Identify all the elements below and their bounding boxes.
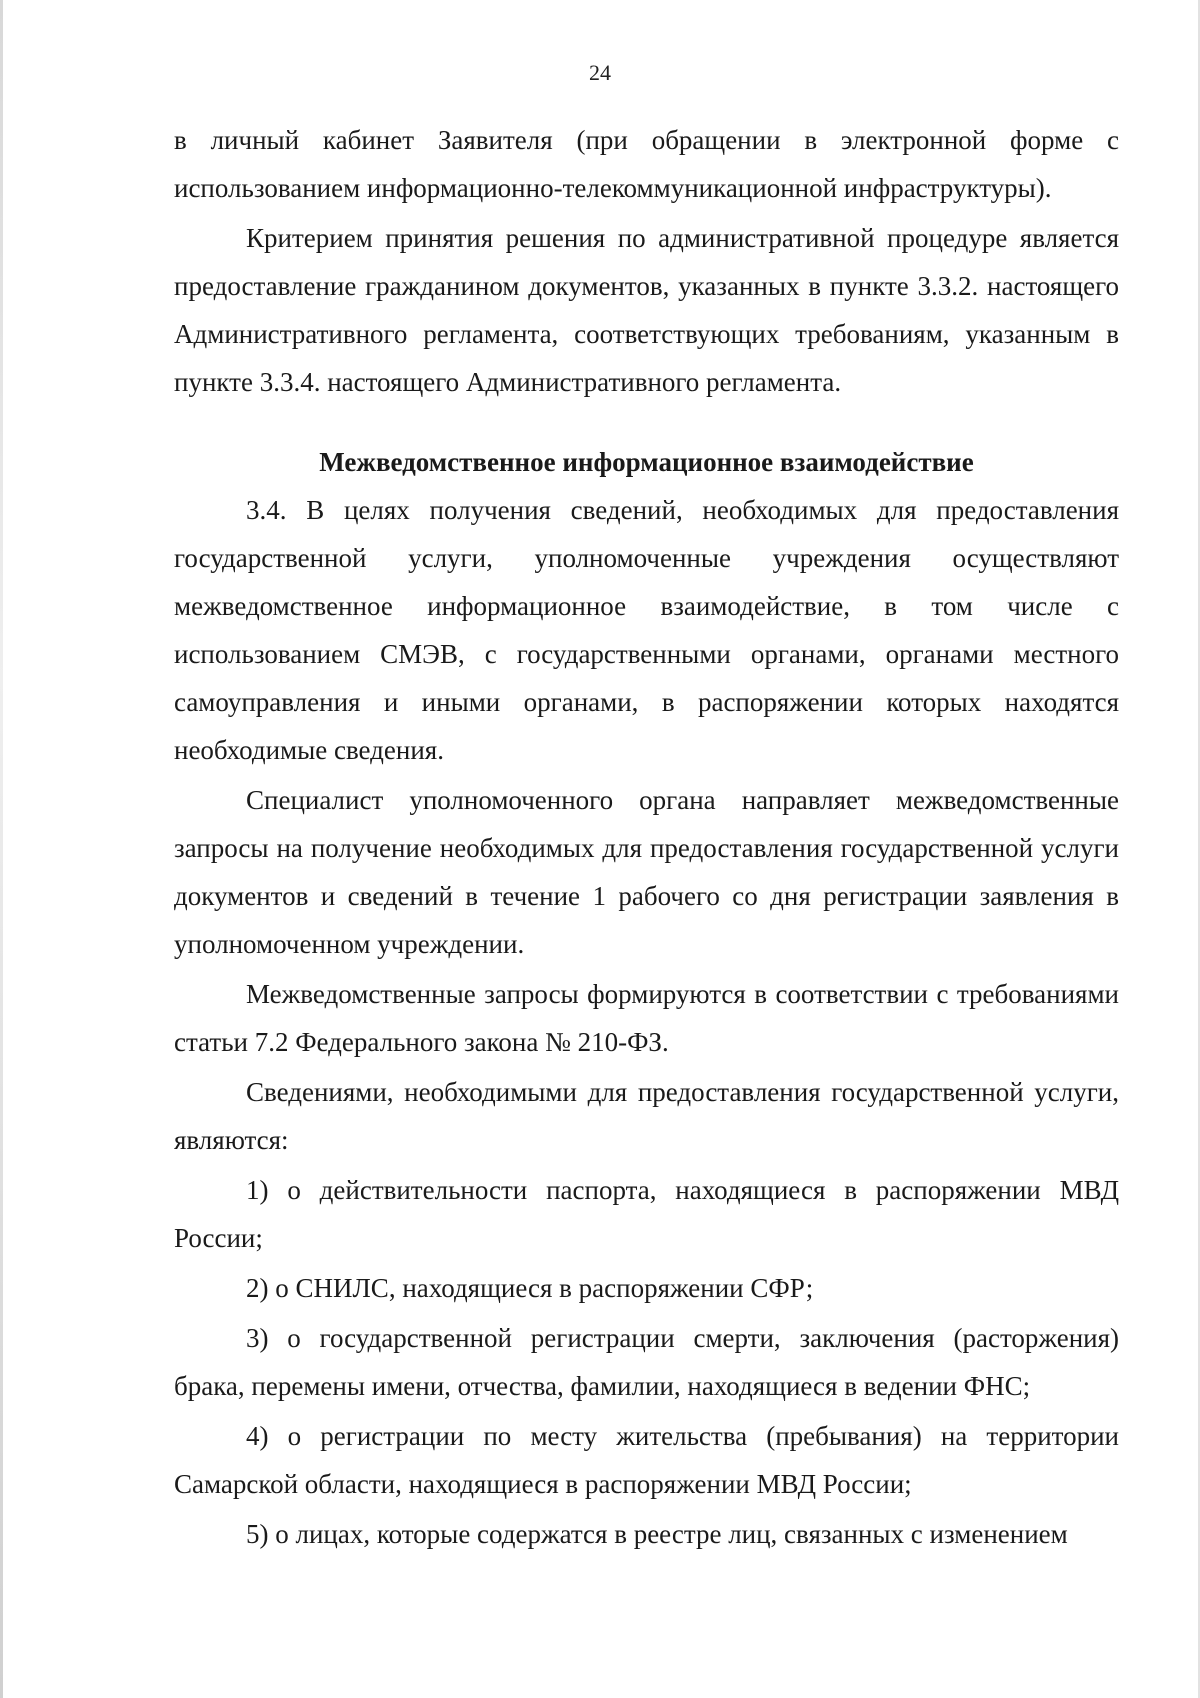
section-heading: Межведомственное информационное взаимодействие — [319, 447, 974, 477]
paragraph-requests-form: Межведомственные запросы формируются в соответствии с требованиями статьи 7.2 Федерального закона № 210-ФЗ. — [174, 979, 1119, 1057]
page-number: 24 — [589, 60, 611, 85]
paragraph-criterion: Критерием принятия решения по административной процедуре является предоставление гражданином документов, указанных в пункте 3.3.2. настоящего Административного регламента, соответствующих требованиям, указанным в пункте 3.3.4. настоящего Административного регламента. — [174, 223, 1119, 397]
list-item-2: 2) о СНИЛС, находящиеся в распоряжении СФР; — [246, 1273, 814, 1303]
document-body — [174, 116, 1119, 1558]
list-item-4: 4) о регистрации по месту жительства (пребывания) на территории Самарской области, находящиеся в распоряжении МВД России; — [174, 1421, 1119, 1499]
list-item-5: 5) о лицах, которые содержатся в реестре лиц, связанных с изменением — [246, 1519, 1068, 1549]
paragraph-3-4: 3.4. В целях получения сведений, необходимых для предоставления государственной услуги, уполномоченные учреждения осуществляют межведомственное информационное взаимодействие, в том числе с использованием СМЭВ, с государственными органами, органами местного самоуправления и иными органами, в распоряжении которых находятся необходимые сведения. — [174, 495, 1119, 765]
list-item-1: 1) о действительности паспорта, находящиеся в распоряжении МВД России; — [174, 1175, 1119, 1253]
paragraph-requests: Специалист уполномоченного органа направляет межведомственные запросы на получение необходимых для предоставления государственной услуги документов и сведений в течение 1 рабочего со дня регистрации заявления в уполномоченном учреждении. — [174, 785, 1119, 959]
list-item-3: 3) о государственной регистрации смерти, заключения (расторжения) брака, перемены имени, отчества, фамилии, находящиеся в ведении ФНС; — [174, 1323, 1119, 1401]
paragraph-info-list-intro: Сведениями, необходимыми для предоставления государственной услуги, являются: — [174, 1077, 1119, 1155]
paragraph-continuation: в личный кабинет Заявителя (при обращении в электронной форме с использованием информационно-телекоммуникационной инфраструктуры). — [174, 125, 1119, 203]
